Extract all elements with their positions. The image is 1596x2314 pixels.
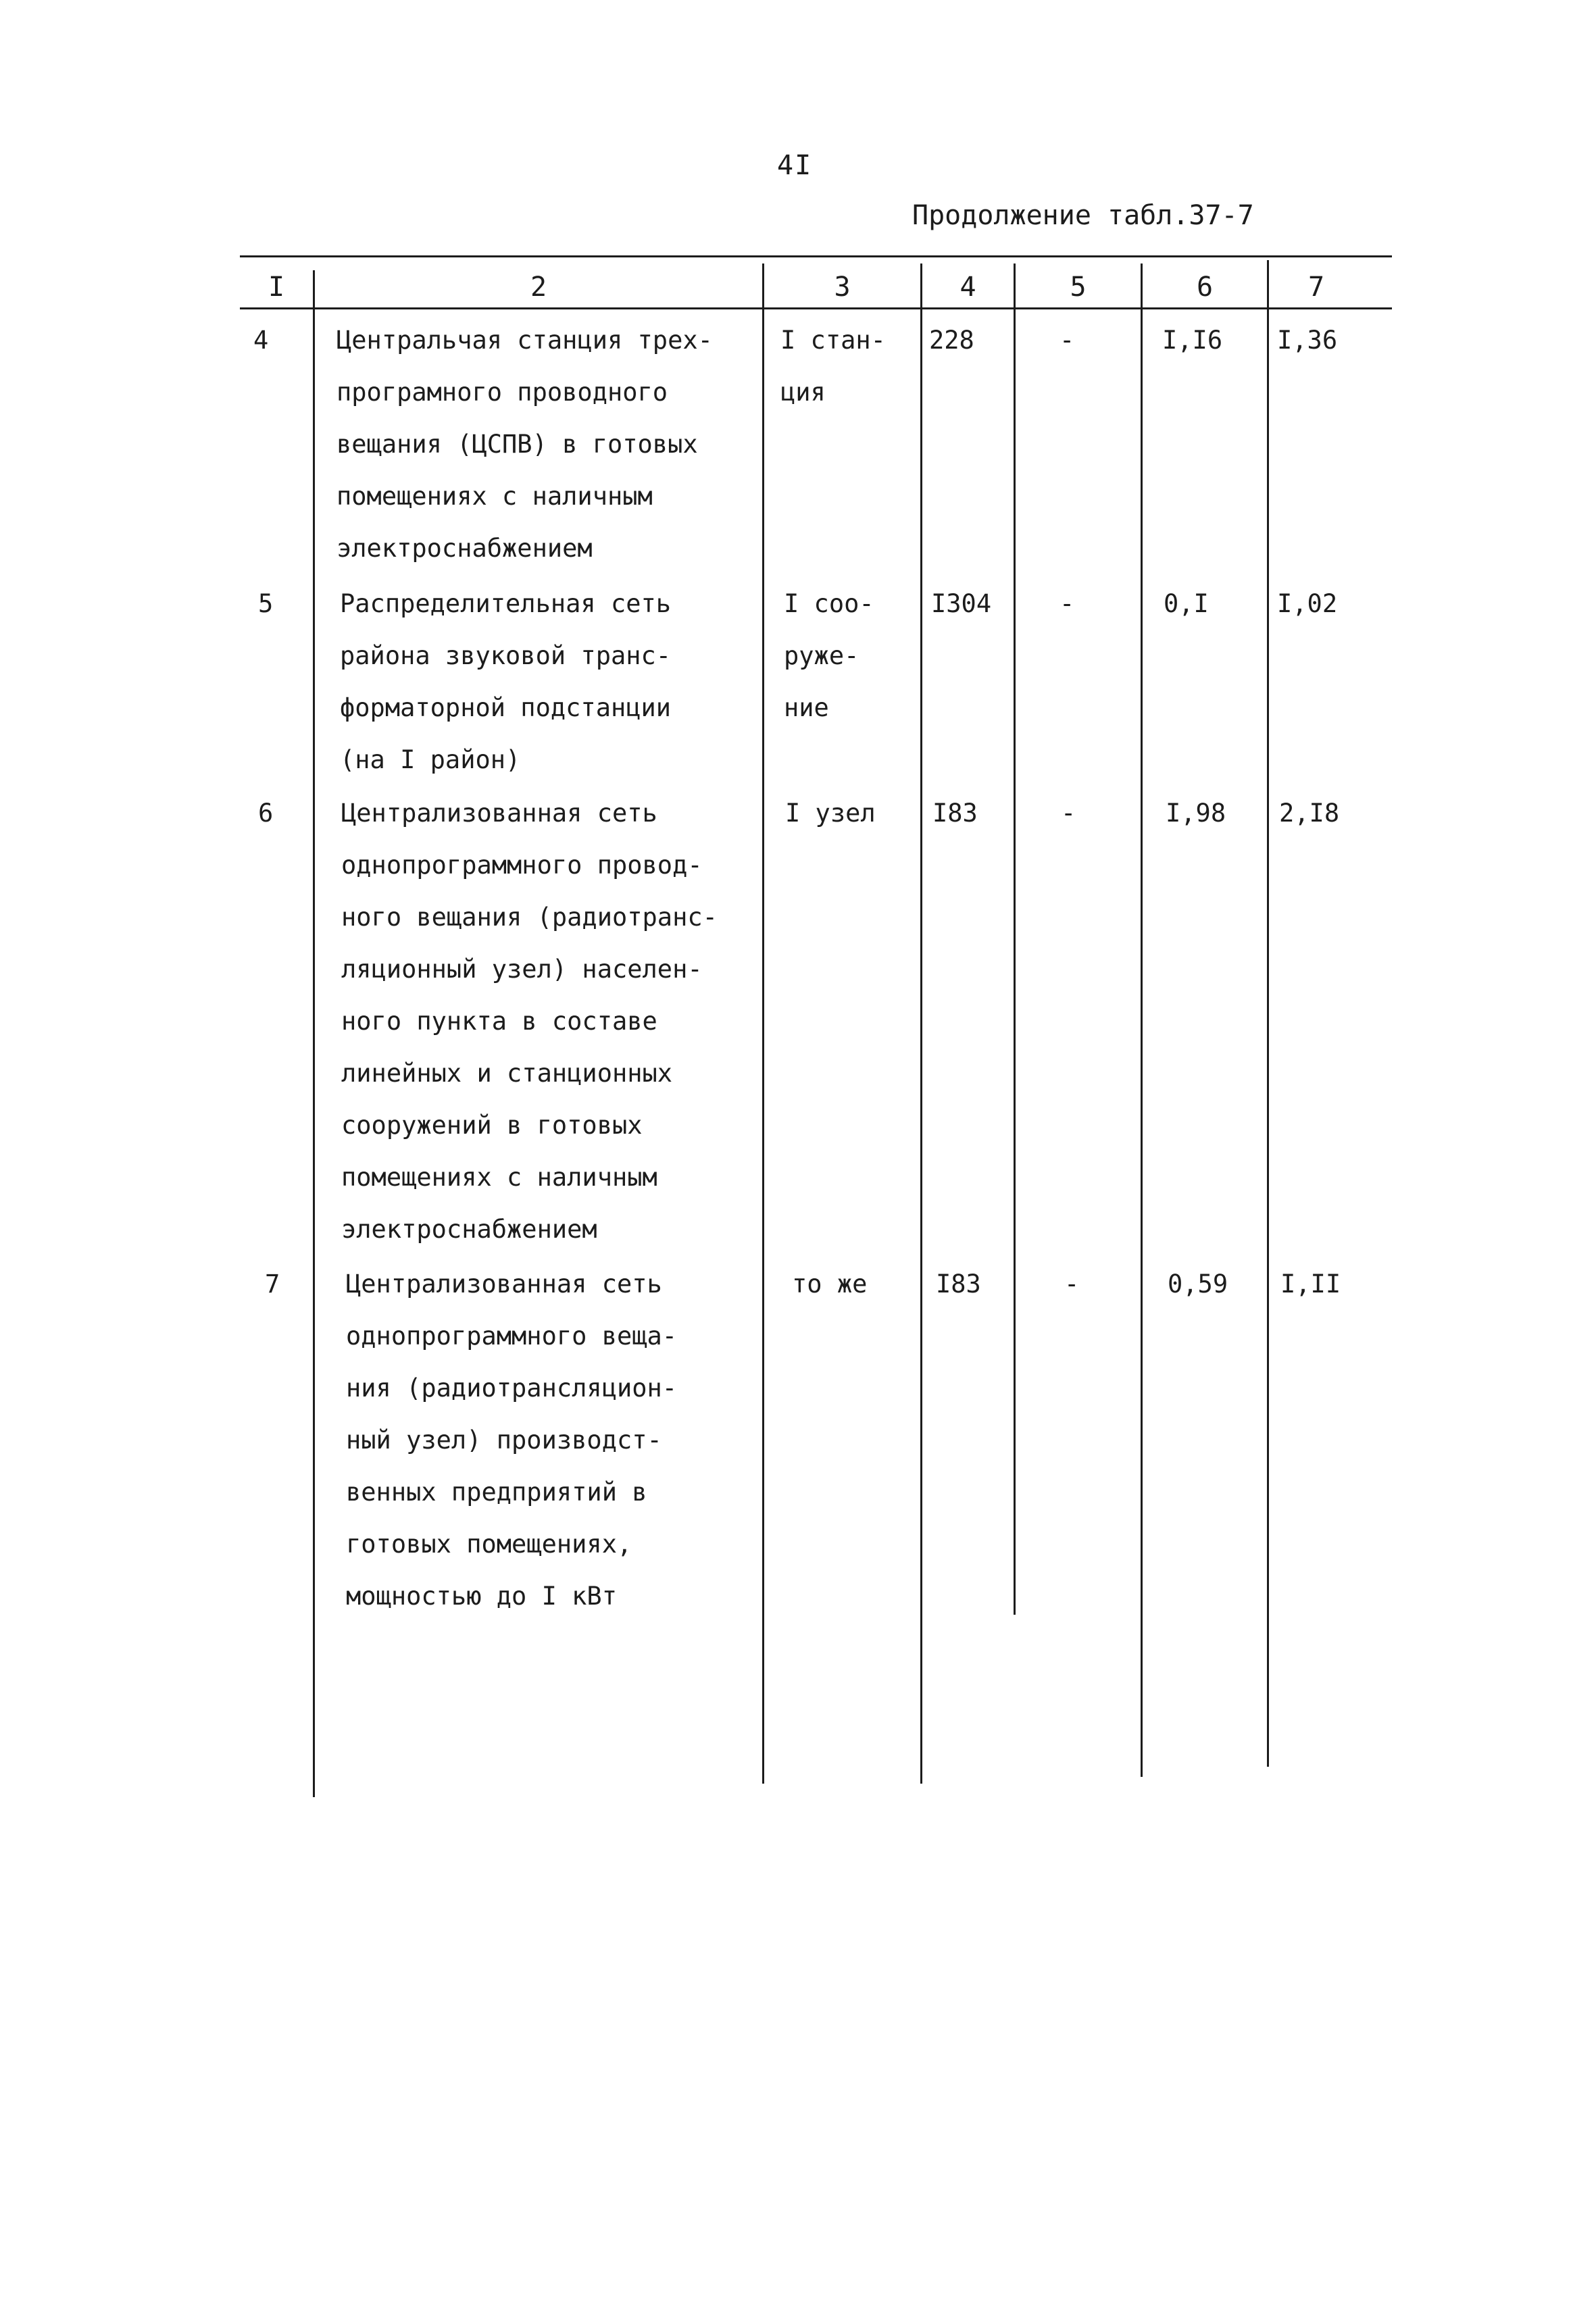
page-number: 4I [777,150,813,181]
description-line: Центральчая станция трех- [336,326,713,355]
row-description [346,1258,677,1622]
column-divider [1267,260,1269,1767]
description-line: однопрограммного провод- [341,851,703,880]
row-col5-value: - [1059,326,1075,355]
row-unit [784,578,874,734]
row-col6-value: 0,59 [1168,1269,1228,1299]
row-description [340,578,671,786]
description-line: электроснабжением [341,1215,597,1244]
row-number: 5 [258,589,274,618]
description-line: помещениях с наличным [336,482,653,511]
column-divider [920,263,922,1784]
description-line: линейных и станционных [341,1059,673,1088]
unit-line: I стан- [780,326,886,355]
row-col5-value: - [1064,1269,1080,1299]
description-line: ного вещания (радиотранс- [341,903,718,932]
row-number: 7 [265,1269,280,1299]
row-col4-value: 228 [929,326,974,355]
description-line: района звуковой транс- [340,641,672,670]
row-unit [792,1258,867,1310]
row-col7-value: I,36 [1277,326,1338,355]
row-unit [785,787,876,839]
row-col6-value: I,98 [1166,799,1226,828]
unit-line: I соо- [784,589,874,618]
unit-line: руже- [784,641,859,670]
unit-line: то же [792,1269,868,1299]
column-header-5: 5 [1070,272,1087,303]
description-line: венных предприятий в [346,1478,647,1507]
unit-line: I узел [785,799,876,828]
row-col6-value: 0,I [1164,589,1209,618]
row-number: 4 [253,326,269,355]
description-line: ный узел) производст- [346,1426,662,1455]
unit-line: ция [780,378,826,407]
description-line: ния (радиотрансляцион- [346,1374,678,1403]
description-line: помещениях с наличным [341,1163,657,1192]
description-line: форматорной подстанции [340,693,672,722]
description-line: мощностью до I кВт [346,1582,617,1611]
column-header-7: 7 [1307,272,1325,303]
description-line: ного пункта в составе [341,1007,657,1036]
description-line: Централизованная сеть [341,799,657,828]
column-header-6: 6 [1196,272,1214,303]
row-col7-value: 2,I8 [1279,799,1340,828]
row-col5-value: - [1061,799,1076,828]
row-number: 6 [258,799,274,828]
description-line: програмного проводного [336,378,668,407]
description-line: Распределительная сеть [340,589,672,618]
table-continuation-caption: Продолжение табл.37-7 [912,200,1254,231]
row-col6-value: I,I6 [1162,326,1223,355]
table-top-rule [240,255,1392,257]
column-header-1: I [268,272,285,303]
description-line: вещания (ЦСПВ) в готовых [336,430,698,459]
row-col7-value: I,II [1280,1269,1341,1299]
description-line: (на I район) [340,745,521,774]
column-divider [762,263,764,1784]
row-col4-value: I83 [936,1269,981,1299]
description-line: электроснабжением [336,534,593,563]
column-divider [1141,263,1143,1777]
row-unit [780,314,886,418]
row-col4-value: I83 [932,799,978,828]
description-line: готовых помещениях, [346,1530,632,1559]
description-line: сооружений в готовых [341,1111,643,1140]
description-line: Централизованная сеть [346,1269,662,1299]
column-header-4: 4 [959,272,976,303]
row-description [341,787,718,1255]
table-header-rule [240,307,1392,309]
description-line: однопрограммного веща- [346,1322,678,1351]
row-description [336,314,713,574]
column-header-3: 3 [834,272,851,303]
column-divider [1014,263,1016,1615]
description-line: ляционный узел) населен- [341,955,703,984]
row-col5-value: - [1059,589,1075,618]
unit-line: ние [784,693,829,722]
row-col7-value: I,02 [1277,589,1338,618]
column-header-2: 2 [530,272,547,303]
column-divider [313,270,315,1797]
row-col4-value: I304 [931,589,992,618]
